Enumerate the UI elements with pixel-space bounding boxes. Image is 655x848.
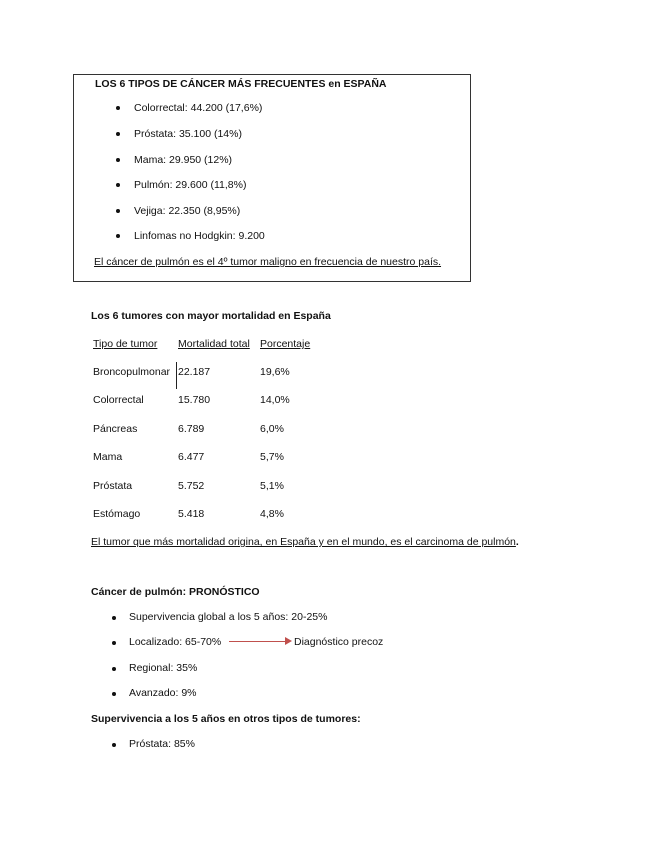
table-cell-type: Páncreas [93, 423, 138, 435]
table-cell-mortality: 6.789 [178, 423, 205, 435]
bullet-icon [116, 234, 120, 238]
mortality-title: Los 6 tumores con mayor mortalidad en España [91, 310, 331, 322]
survival-item: Próstata: 85% [129, 738, 195, 750]
arrow-label: Diagnóstico precoz [294, 636, 384, 648]
bullet-icon [116, 106, 120, 110]
table-cell-percent: 5,1% [260, 480, 284, 492]
mortality-note-period: . [515, 536, 519, 548]
mortality-note-text: El tumor que más mortalidad origina, en España y en el mundo, es el carcinoma de pulmón [91, 536, 516, 548]
table-cell-percent: 6,0% [260, 423, 284, 435]
frequency-title: LOS 6 TIPOS DE CÁNCER MÁS FRECUENTES en ESPAÑA [95, 78, 387, 90]
frequency-note: El cáncer de pulmón es el 4º tumor maligno en frecuencia de nuestro país. [94, 256, 442, 268]
table-cell-percent: 4,8% [260, 508, 284, 520]
prognosis-item: Supervivencia global a los 5 años: 20-25% [129, 611, 328, 623]
prognosis-title: Cáncer de pulmón: PRONÓSTICO [91, 586, 260, 598]
frequency-item: Mama: 29.950 (12%) [134, 154, 233, 166]
table-divider [176, 362, 177, 389]
table-header-mortality: Mortalidad total [178, 338, 250, 350]
frequency-item: Próstata: 35.100 (14%) [134, 128, 242, 140]
bullet-icon [112, 641, 116, 645]
table-cell-mortality: 22.187 [178, 366, 211, 378]
table-cell-percent: 19,6% [260, 366, 290, 378]
bullet-icon [116, 183, 120, 187]
bullet-icon [112, 616, 116, 620]
table-cell-mortality: 15.780 [178, 394, 211, 406]
bullet-icon [112, 667, 116, 671]
table-cell-type: Próstata [93, 480, 133, 492]
prognosis-item: Avanzado: 9% [129, 687, 197, 699]
table-cell-percent: 5,7% [260, 451, 284, 463]
survival-title: Supervivencia a los 5 años en otros tipos de tumores: [91, 713, 361, 725]
bullet-icon [116, 132, 120, 136]
arrow-line [229, 641, 285, 642]
table-cell-mortality: 5.418 [178, 508, 205, 520]
bullet-icon [112, 692, 116, 696]
bullet-icon [116, 158, 120, 162]
table-cell-percent: 14,0% [260, 394, 290, 406]
table-cell-type: Broncopulmonar [93, 366, 171, 378]
mortality-note [91, 536, 519, 548]
table-cell-type: Colorrectal [93, 394, 144, 406]
frequency-box [73, 74, 471, 282]
frequency-item: Vejiga: 22.350 (8,95%) [134, 205, 241, 217]
table-cell-mortality: 6.477 [178, 451, 205, 463]
frequency-item: Pulmón: 29.600 (11,8%) [134, 179, 247, 191]
prognosis-item: Regional: 35% [129, 662, 198, 674]
table-header-type: Tipo de tumor [93, 338, 158, 350]
bullet-icon [112, 743, 116, 747]
arrow-right-icon [285, 637, 292, 645]
table-cell-type: Estómago [93, 508, 141, 520]
table-header-percent: Porcentaje [260, 338, 311, 350]
frequency-item: Linfomas no Hodgkin: 9.200 [134, 230, 265, 242]
bullet-icon [116, 209, 120, 213]
table-cell-mortality: 5.752 [178, 480, 205, 492]
frequency-item: Colorrectal: 44.200 (17,6%) [134, 102, 263, 114]
prognosis-item: Localizado: 65-70% [129, 636, 222, 648]
table-cell-type: Mama [93, 451, 123, 463]
